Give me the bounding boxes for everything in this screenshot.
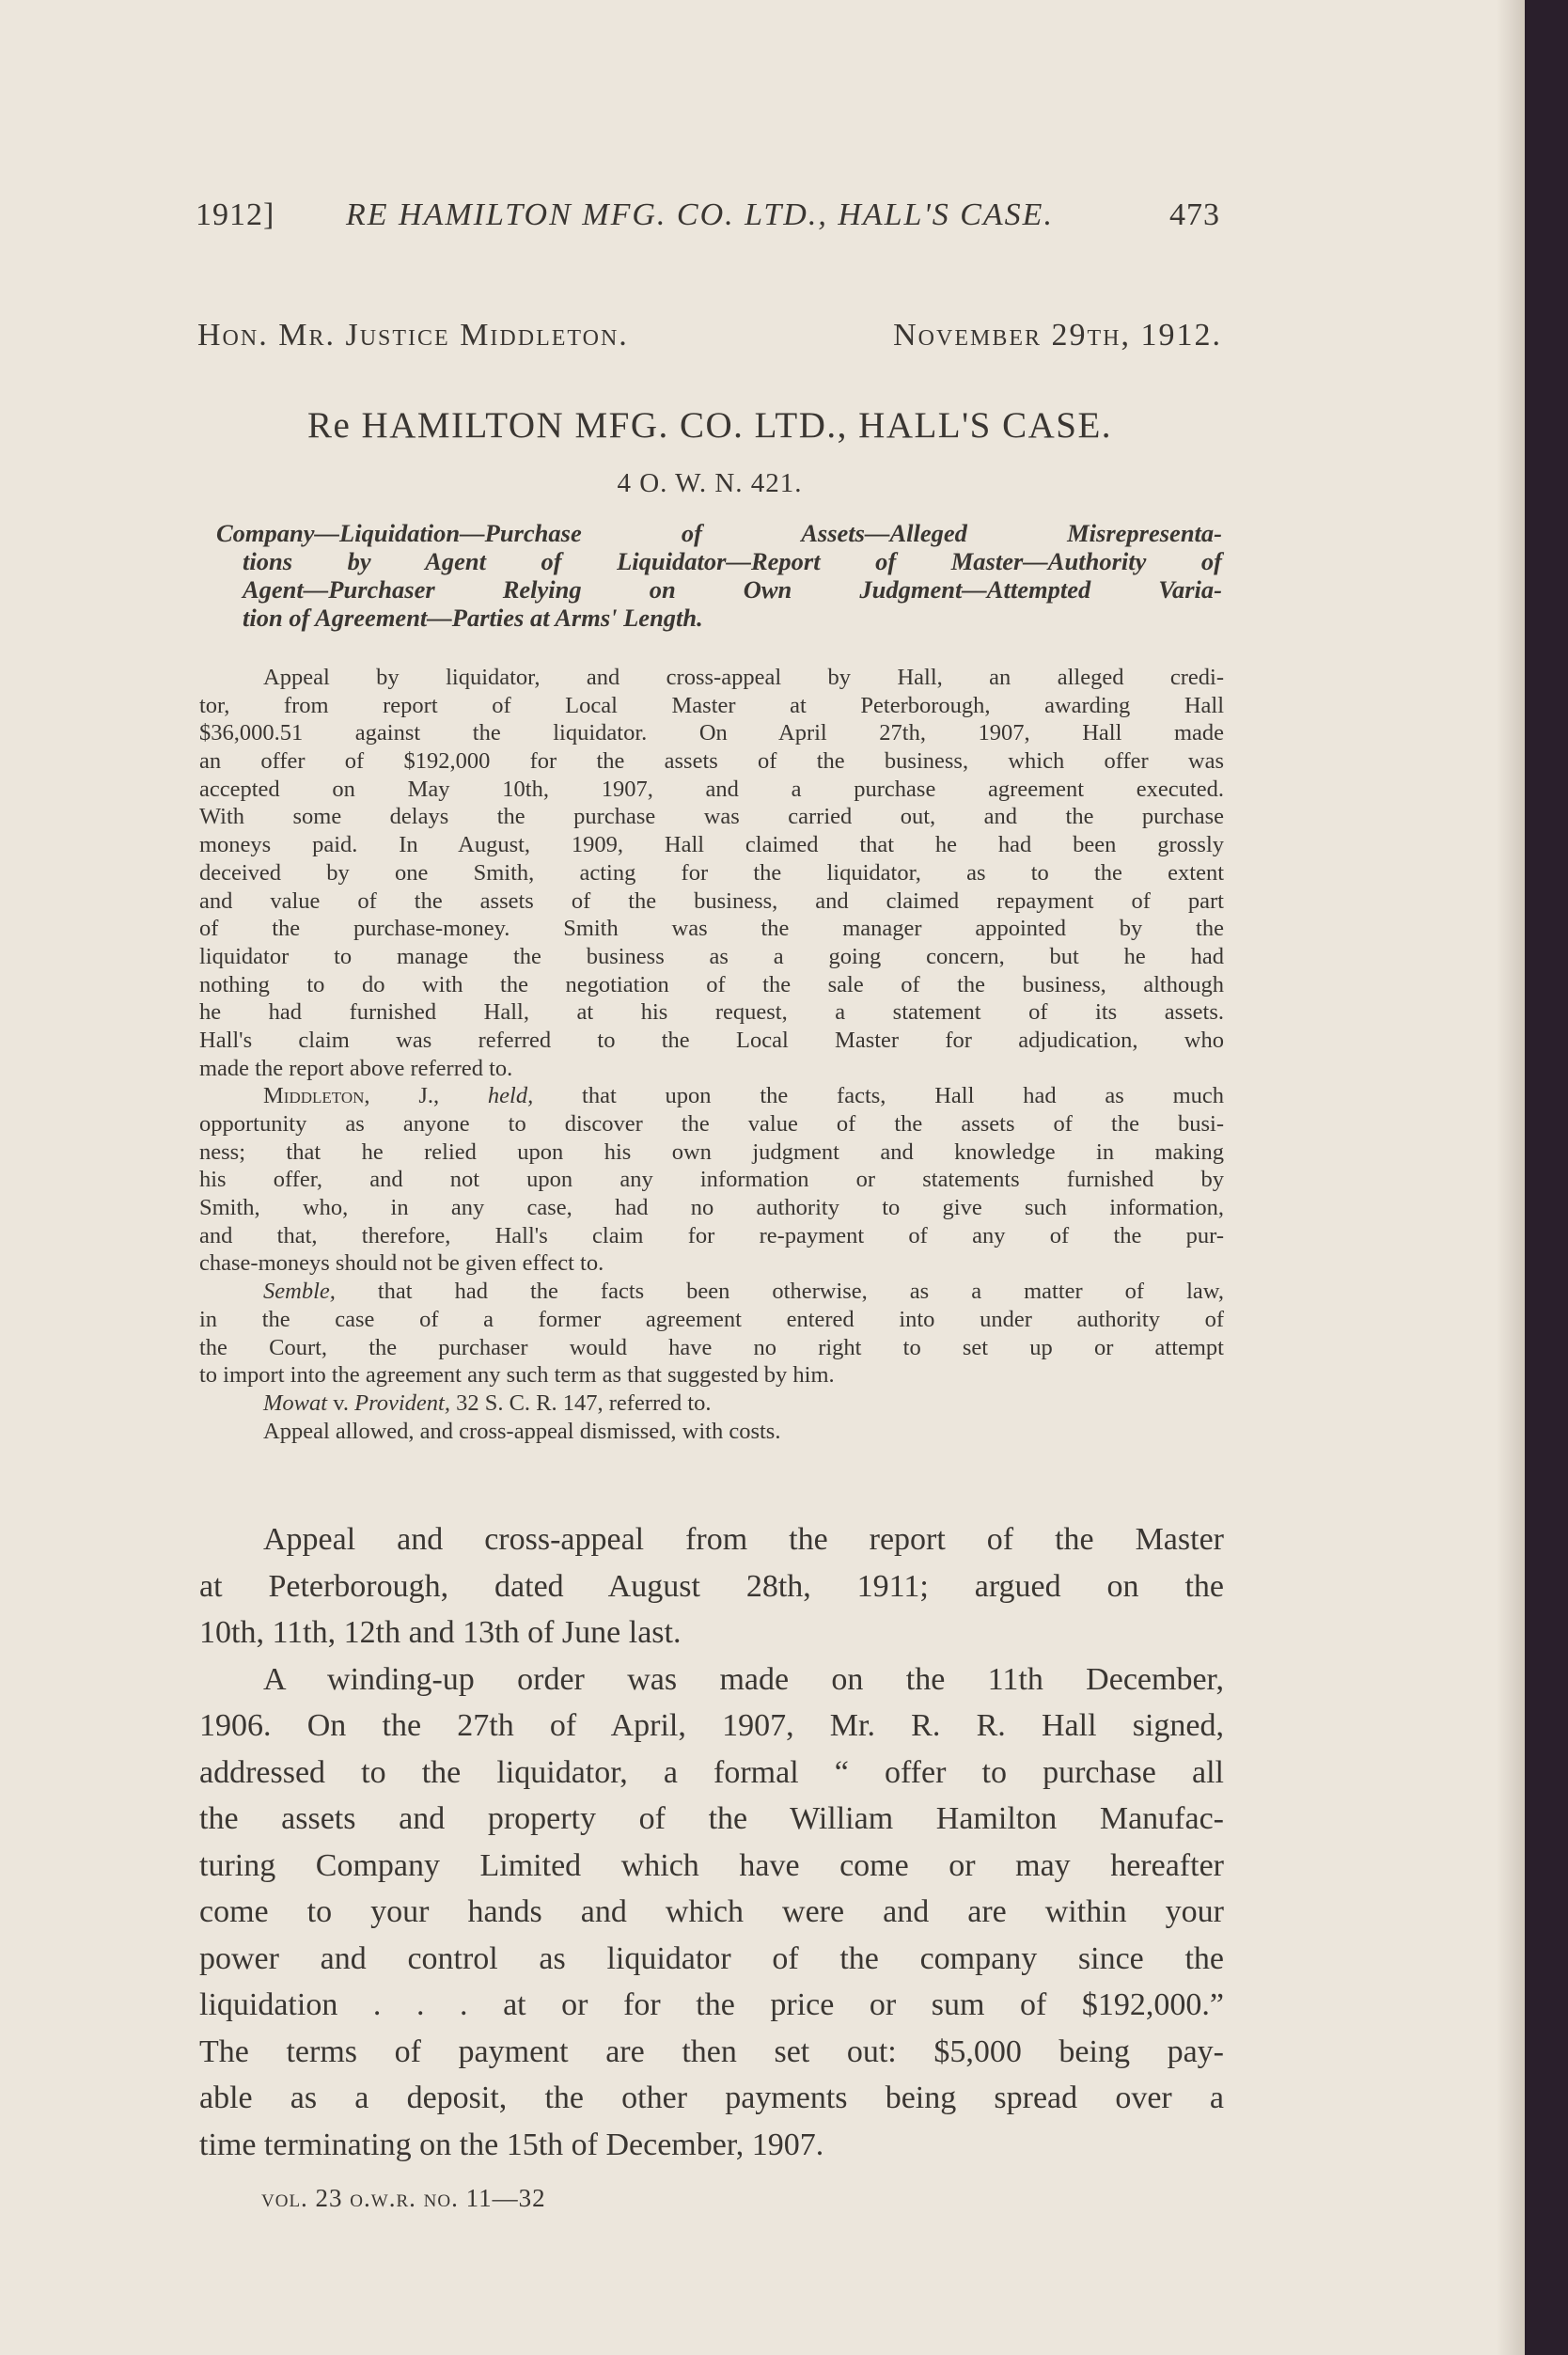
headnote-catchwords xyxy=(216,519,1222,632)
body-line: able as a deposit, the other payments being spread over a xyxy=(199,2080,1224,2115)
summary-line: Hall's claim was referred to the Local Master for adjudication, who xyxy=(199,1027,1224,1053)
body-line: liquidation . . . at or for the price or sum of $192,000.” xyxy=(199,1987,1224,2022)
body-line: The terms of payment are then set out: $5,000 being pay- xyxy=(199,2033,1224,2069)
summary-line: liquidator to manage the business as a going concern, but he had xyxy=(199,943,1224,969)
catchwords-line: tion of Agreement—Parties at Arms' Length. xyxy=(243,604,703,632)
cited-case-reference: 32 S. C. R. 147, referred to. xyxy=(449,1389,712,1416)
body-line: the assets and property of the William Hamilton Manufac- xyxy=(199,1801,1224,1836)
running-head-title: RE HAMILTON MFG. CO. LTD., HALL'S CASE. xyxy=(346,197,1054,232)
headnote-summary xyxy=(199,664,1224,1445)
printer-signature-mark: vol. 23 o.w.r. no. 11—32 xyxy=(261,2184,546,2212)
body-line: come to your hands and which were and are within your xyxy=(199,1894,1224,1929)
summary-line: ness; that he relied upon his own judgment and knowledge in making xyxy=(199,1138,1224,1165)
summary-line: to import into the agreement any such term as that suggested by him. xyxy=(199,1362,835,1389)
summary-line: and that, therefore, Hall's claim for re-payment of any of the pur- xyxy=(199,1222,1224,1248)
summary-line: Appeal by liquidator, and cross-appeal by Hall, an alleged credi- xyxy=(263,665,1224,690)
versus: v. xyxy=(327,1389,355,1416)
cited-case-party: Mowat xyxy=(263,1389,328,1416)
semble-word: Semble, xyxy=(263,1279,336,1305)
summary-line: an offer of $192,000 for the assets of the business, which offer was xyxy=(199,748,1224,775)
summary-line: deceived by one Smith, acting for the liquidator, as to the extent xyxy=(199,859,1224,886)
page-number: 473 xyxy=(1169,197,1220,232)
body-line: turing Company Limited which have come or may hereafter xyxy=(199,1847,1224,1883)
body-line: 10th, 11th, 12th and 13th of June last. xyxy=(199,1615,682,1650)
summary-line: accepted on May 10th, 1907, and a purchase agreement executed. xyxy=(199,776,1224,802)
summary-line: With some delays the purchase was carried out, and the purchase xyxy=(199,804,1224,830)
page-edge-shadow xyxy=(1497,0,1525,2355)
disposition-line: Appeal allowed, and cross-appeal dismissed, with costs. xyxy=(263,1418,781,1444)
body-line: A winding-up order was made on the 11th December, xyxy=(263,1661,1224,1697)
summary-line xyxy=(199,1082,1224,1110)
body-line: at Peterborough, dated August 28th, 1911; argued on the xyxy=(199,1568,1224,1604)
summary-line: Smith, who, in any case, had no authority to give such information, xyxy=(199,1195,1224,1221)
body-line: power and control as liquidator of the company since the xyxy=(199,1940,1224,1976)
catchwords-line: Company—Liquidation—Purchase of Assets—Alleged Misrepresenta- xyxy=(216,519,1222,547)
summary-line: his offer, and not upon any information or statements furnished by xyxy=(199,1167,1224,1193)
summary-line: of the purchase-money. Smith was the manager appointed by the xyxy=(199,916,1224,942)
summary-line: in the case of a former agreement entered into under authority of xyxy=(199,1306,1224,1332)
judgment-date: November 29th, 1912. xyxy=(893,318,1222,353)
summary-line: made the report above referred to. xyxy=(199,1055,513,1081)
summary-line xyxy=(199,1389,1224,1418)
holding-judge: Middleton, J., xyxy=(263,1083,440,1109)
case-title: Re HAMILTON MFG. CO. LTD., HALL'S CASE. xyxy=(306,405,1113,446)
body-line: time terminating on the 15th of December, 1907. xyxy=(199,2127,824,2162)
judge-name: Hon. Mr. Justice Middleton. xyxy=(197,318,629,353)
catchwords-line: tions by Agent of Liquidator—Report of Master—Authority of xyxy=(243,547,1222,575)
catchwords-line: Agent—Purchaser Relying on Own Judgment—Attempted Varia- xyxy=(243,575,1222,604)
summary-line: moneys paid. In August, 1909, Hall claimed that he had been grossly xyxy=(199,832,1224,858)
judgment-body xyxy=(199,1516,1224,2168)
held-word: held, xyxy=(487,1083,534,1109)
summary-line: chase-moneys should not be given effect to. xyxy=(199,1250,604,1277)
summary-line: $36,000.51 against the liquidator. On April 27th, 1907, Hall made xyxy=(199,720,1224,746)
summary-line: nothing to do with the negotiation of the sale of the business, although xyxy=(199,971,1224,997)
summary-line: opportunity as anyone to discover the value of the assets of the busi- xyxy=(199,1111,1224,1137)
holding-text: that upon the facts, Hall had as much xyxy=(533,1083,1224,1109)
body-line: Appeal and cross-appeal from the report of the Master xyxy=(263,1522,1224,1557)
cited-case-party: Provident, xyxy=(354,1389,450,1416)
body-line: 1906. On the 27th of April, 1907, Mr. R. R. Hall signed, xyxy=(199,1708,1224,1743)
body-line: addressed to the liquidator, a formal “ offer to purchase all xyxy=(199,1754,1224,1790)
semble-text: that had the facts been otherwise, as a matter of law, xyxy=(335,1279,1224,1305)
summary-line: tor, from report of Local Master at Peterborough, awarding Hall xyxy=(199,692,1224,718)
summary-line xyxy=(199,1278,1224,1306)
summary-line: he had furnished Hall, at his request, a statement of its assets. xyxy=(199,999,1224,1026)
summary-line: and value of the assets of the business, and claimed repayment of part xyxy=(199,887,1224,914)
summary-line: the Court, the purchaser would have no right to set up or attempt xyxy=(199,1334,1224,1360)
case-citation: 4 O. W. N. 421. xyxy=(617,468,803,498)
running-head-year: 1912] xyxy=(196,197,275,232)
